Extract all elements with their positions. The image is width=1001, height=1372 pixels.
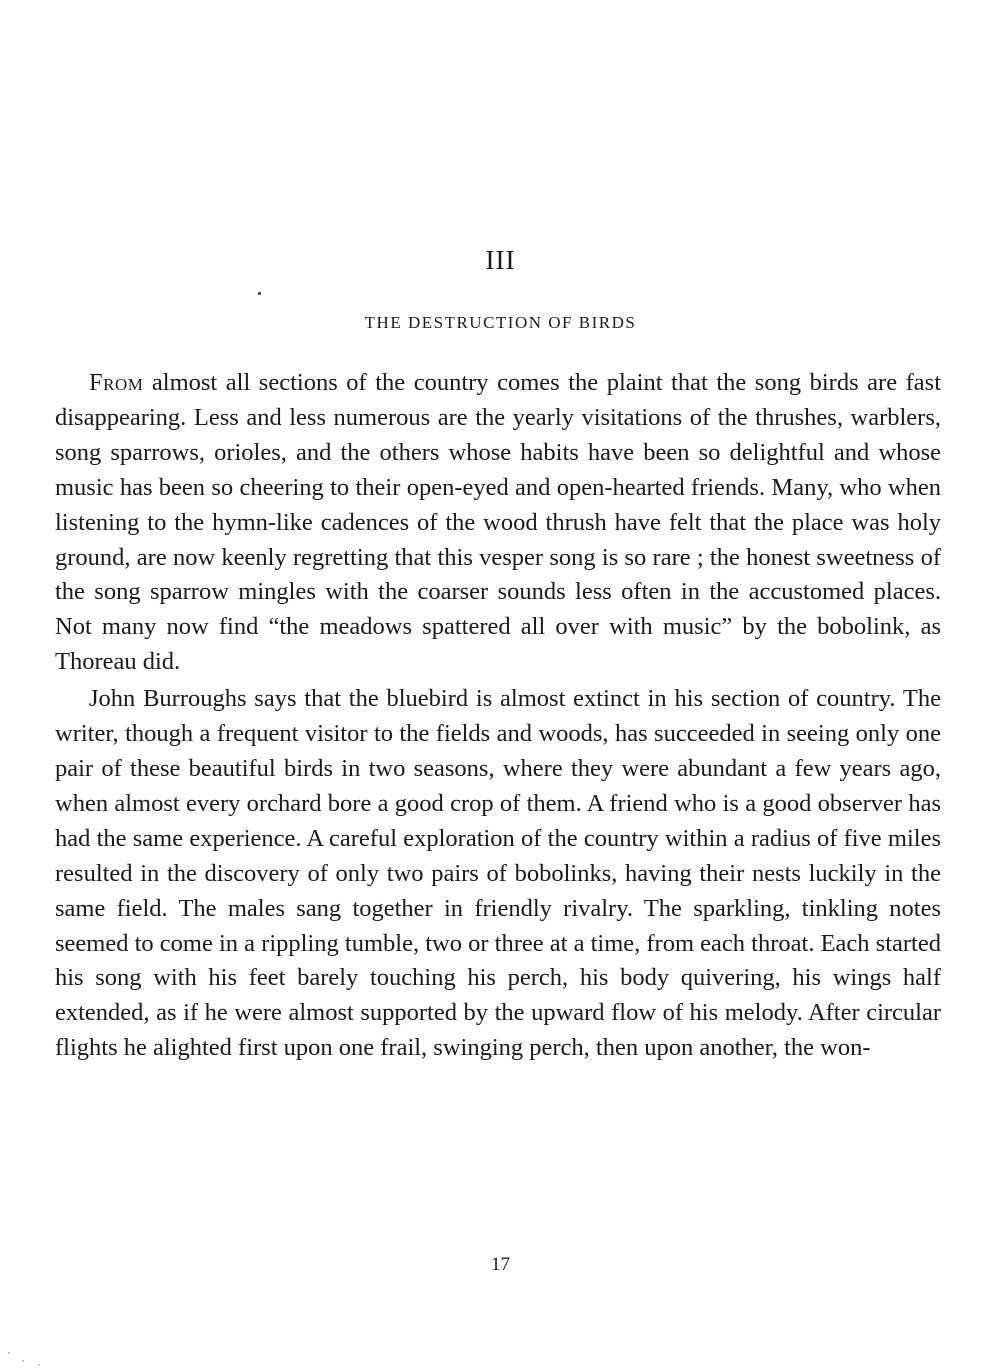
scan-speck (38, 1364, 40, 1366)
chapter-title: THE DESTRUCTION OF BIRDS (364, 313, 637, 332)
paragraph-2: John Burroughs says that the bluebird is almost extinct in his section of country. The writer, though a frequent visitor to the fields and woods, has succeeded in seeing only one pair of these beautiful birds in two seasons, where they were abundant a few years ago, when almost every orchard bore a good crop of them. A friend who is a good observer has had the same experience. A careful exploration of the country within a radius of five miles resulted in the discovery of only two pairs of bobolinks, having their nests luckily in the same field. The males sang together in friendly rivalry. The sparkling, tinkling notes seemed to come in a rippling tumble, two or three at a time, from each throat. Each started his song with his feet barely touching his perch, his body quivering, his wings half extended, as if he were almost supported by the upward flow of his melody. After circular flights he alighted first upon one frail, swinging perch, then upon another, the won- (55, 685, 941, 1062)
chapter-number: III (485, 245, 516, 275)
body-text (55, 366, 941, 1066)
paragraph-1-text: almost all sections of the country comes the plaint that the song birds are fast disappearing. Less and less numerous are the yearly visitations of the thrushes, warblers, song sparrows, orioles, and the others whose habits have been so delightful and whose music has been so cheering to their open-eyed and open-hearted friends. Many, who when listening to the hymn-like cadences of the wood thrush have felt that the place was holy ground, are now keenly regretting that this vesper song is so rare ; the honest sweetness of the song sparrow mingles with the coarser sounds less often in the accustomed places. Not many now find “the meadows spattered all over with music” by the bobolink, as Thoreau did. (55, 369, 941, 676)
scan-speck (8, 1352, 10, 1354)
scan-speck (22, 1360, 24, 1362)
scan-speck (258, 292, 261, 295)
paragraph-1 (55, 366, 941, 680)
page-number: 17 (491, 1254, 510, 1275)
first-word: From (89, 369, 144, 396)
